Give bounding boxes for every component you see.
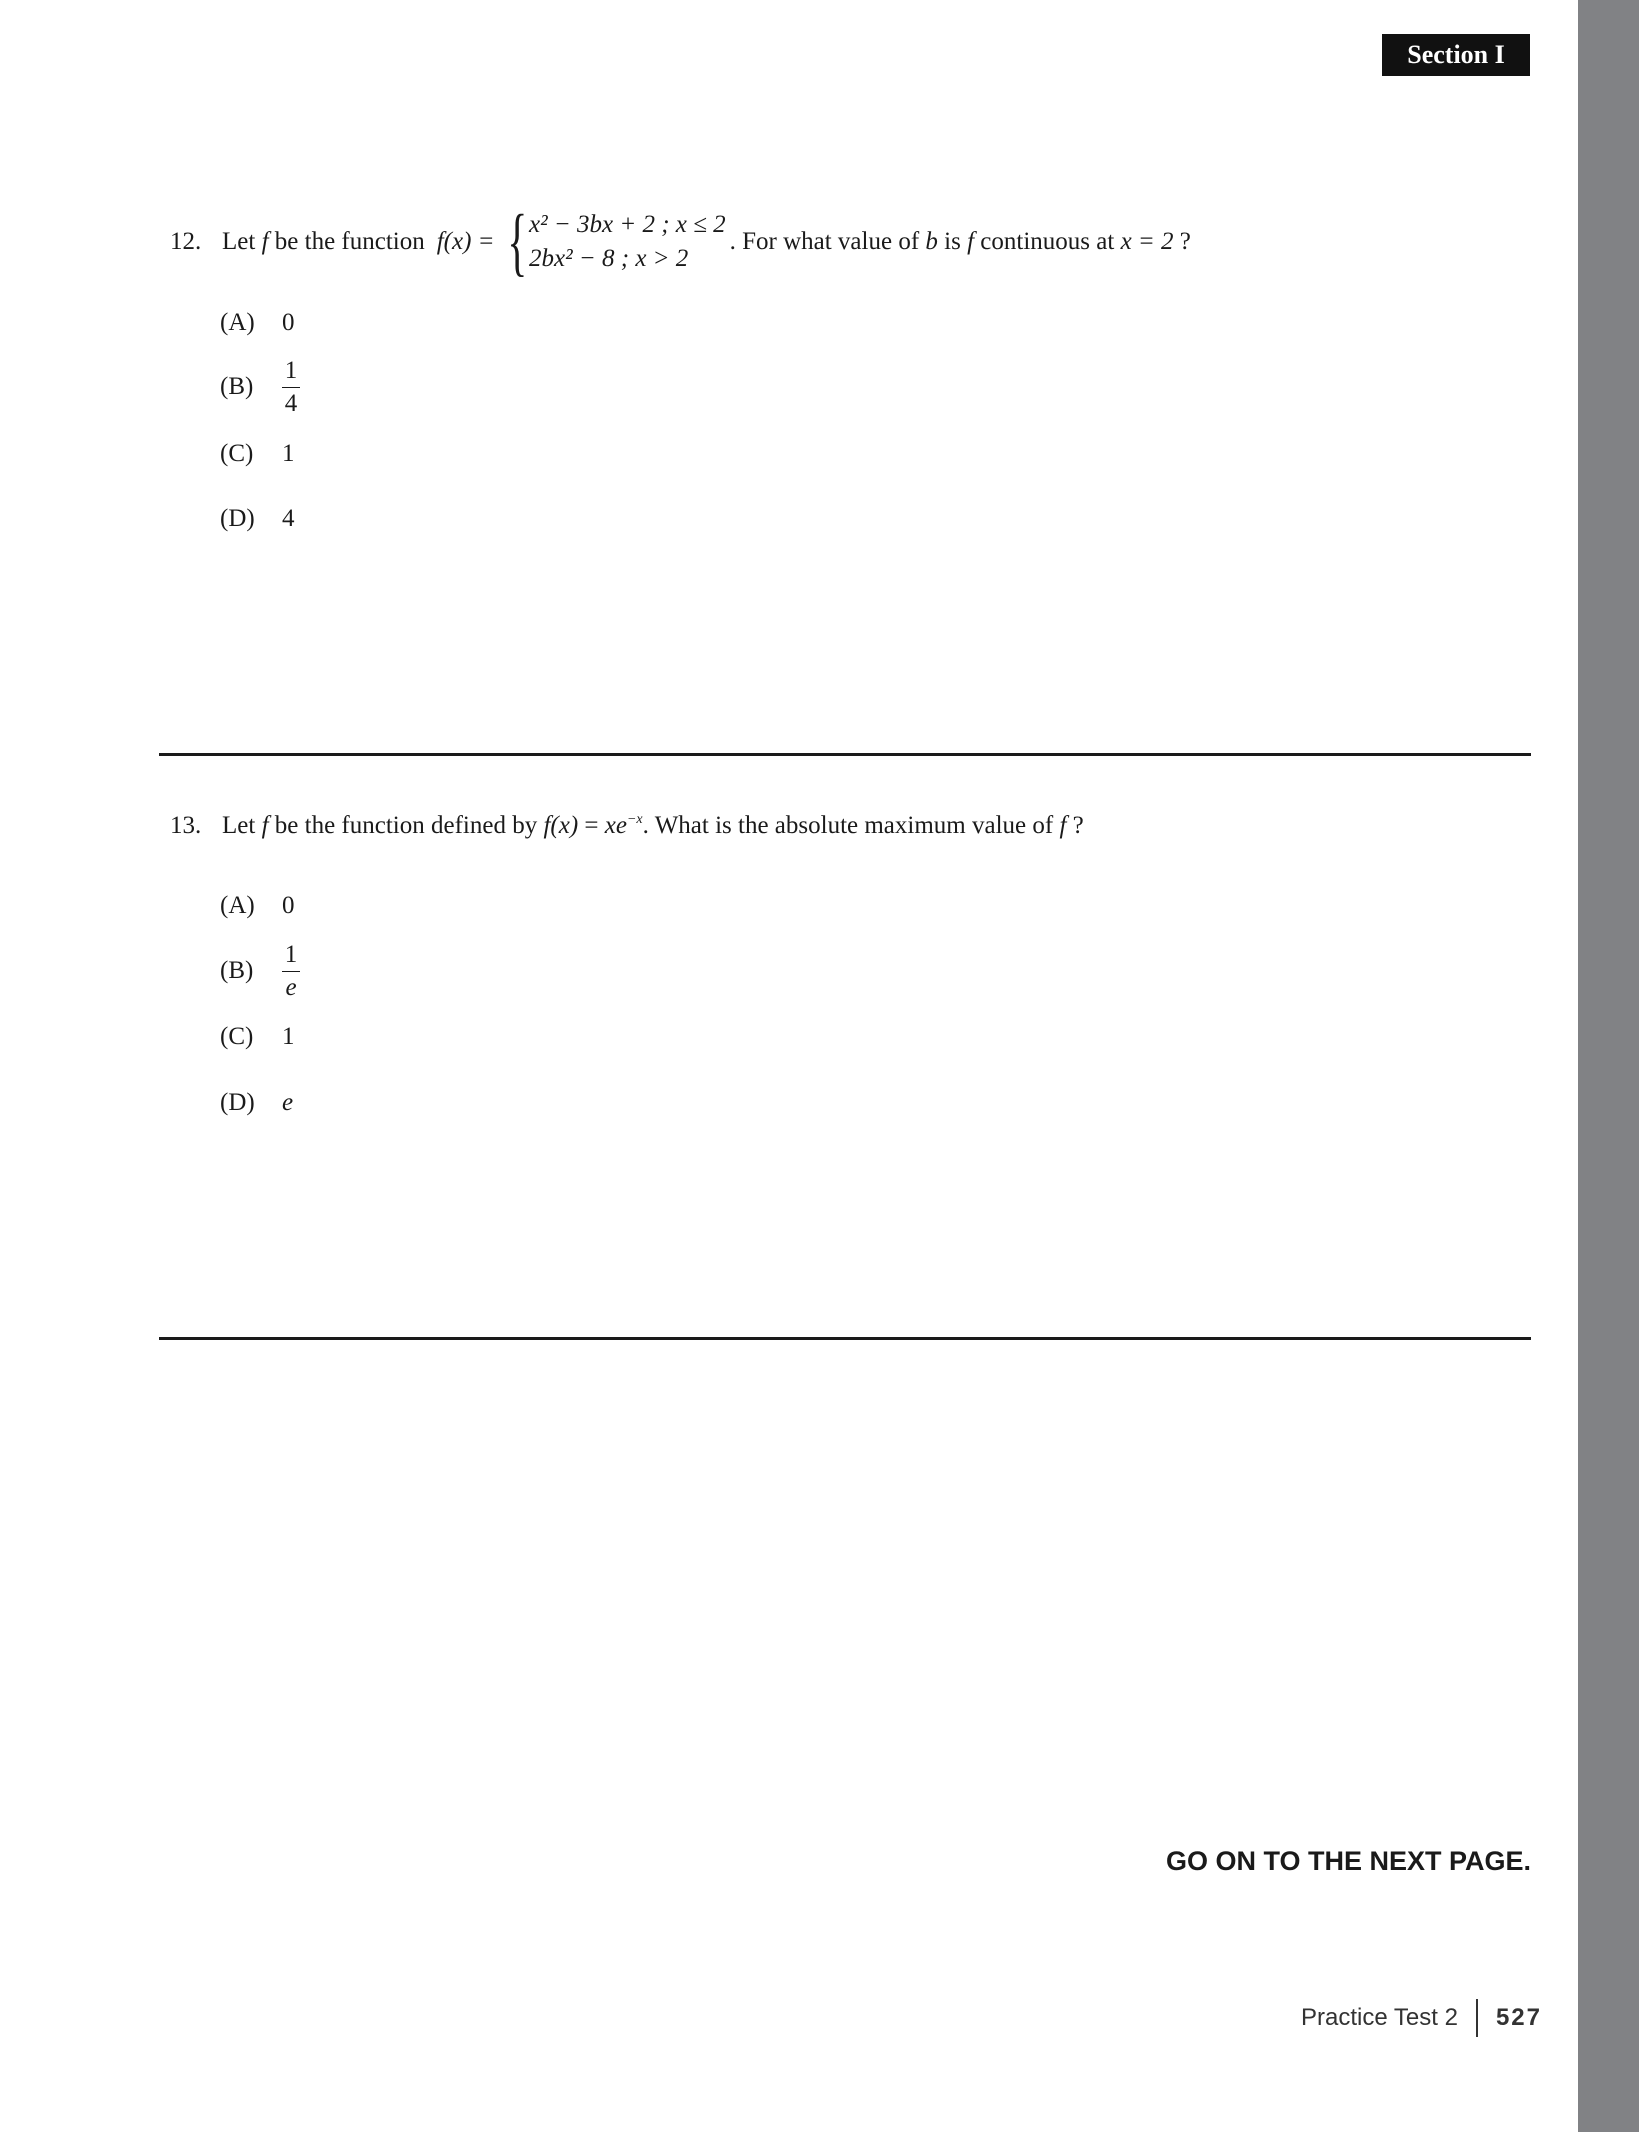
stem-text: continuous at xyxy=(980,228,1115,255)
choice-letter: (D) xyxy=(220,505,255,532)
choice-letter: (B) xyxy=(220,957,254,984)
footer-label: Practice Test 2 xyxy=(1300,2004,1458,2031)
choice-letter: (A) xyxy=(220,892,255,919)
function-name: f xyxy=(1059,812,1067,839)
question-number: 13. xyxy=(170,812,202,839)
choice-value: 1 xyxy=(282,1023,295,1050)
function-name: f xyxy=(967,228,975,255)
fraction-bar xyxy=(282,971,300,972)
choice-value: 1 xyxy=(282,440,295,467)
section-badge: Section I xyxy=(1382,34,1530,76)
page-footer xyxy=(1301,2000,1542,2036)
choice-a[interactable] xyxy=(220,293,295,353)
choice-letter: (A) xyxy=(220,309,255,336)
numerator: 1 xyxy=(284,940,298,968)
stem-text: Let xyxy=(222,228,256,255)
question-12-stem xyxy=(170,200,1191,284)
piecewise-cases xyxy=(529,208,726,276)
function-notation: f(x) = xyxy=(436,228,495,255)
choice-c[interactable] xyxy=(220,424,295,484)
denominator: e xyxy=(285,973,297,1001)
function-notation: f(x) xyxy=(543,812,579,839)
choice-b[interactable] xyxy=(220,357,300,417)
exponent: −x xyxy=(626,812,643,827)
left-brace: { xyxy=(506,200,527,284)
choice-d[interactable] xyxy=(220,1073,293,1133)
stem-text: Let xyxy=(222,812,256,839)
stem-text: . For what value of xyxy=(729,228,920,255)
denominator: 4 xyxy=(284,389,298,417)
choice-value: 4 xyxy=(282,505,295,532)
question-mark: ? xyxy=(1179,228,1191,255)
case-2: 2bx² − 8 ; x > 2 xyxy=(529,245,689,272)
case-1: x² − 3bx + 2 ; x ≤ 2 xyxy=(529,211,726,238)
variable-b: b xyxy=(925,228,938,255)
fraction-bar xyxy=(282,387,300,388)
choice-value: e xyxy=(282,1089,294,1116)
footer-separator xyxy=(1476,1999,1478,2037)
choice-b[interactable] xyxy=(220,941,300,1001)
function-name: f xyxy=(261,228,269,255)
choice-fraction xyxy=(282,942,300,1001)
numerator: 1 xyxy=(284,356,298,384)
choice-letter: (C) xyxy=(220,1023,254,1050)
stem-text: is xyxy=(944,228,961,255)
piecewise-definition xyxy=(503,200,726,284)
choice-fraction xyxy=(282,358,300,417)
question-13-stem xyxy=(170,809,1084,843)
condition: x = 2 xyxy=(1120,228,1174,255)
choice-value: 0 xyxy=(282,892,295,919)
divider-rule xyxy=(159,753,1531,756)
choice-letter: (B) xyxy=(220,373,254,400)
function-name: f xyxy=(261,812,269,839)
equals-sign: = xyxy=(584,812,599,839)
choice-d[interactable] xyxy=(220,489,295,549)
side-tab-band xyxy=(1578,0,1639,2132)
question-mark: ? xyxy=(1072,812,1084,839)
choice-letter: (D) xyxy=(220,1089,255,1116)
choice-value: 0 xyxy=(282,309,295,336)
choice-c[interactable] xyxy=(220,1007,295,1067)
question-number: 12. xyxy=(170,228,202,255)
stem-text: be the function xyxy=(274,228,425,255)
stem-text: be the function defined by xyxy=(274,812,538,839)
divider-rule xyxy=(159,1337,1531,1340)
go-on-notice: GO ON TO THE NEXT PAGE. xyxy=(1165,1846,1531,1876)
choice-letter: (C) xyxy=(220,440,254,467)
expression: $xe^{-x}$ xyxy=(604,812,643,839)
stem-text: . What is the absolute maximum value of xyxy=(642,812,1054,839)
choice-a[interactable] xyxy=(220,876,295,936)
page-number: 527 xyxy=(1495,2004,1542,2031)
